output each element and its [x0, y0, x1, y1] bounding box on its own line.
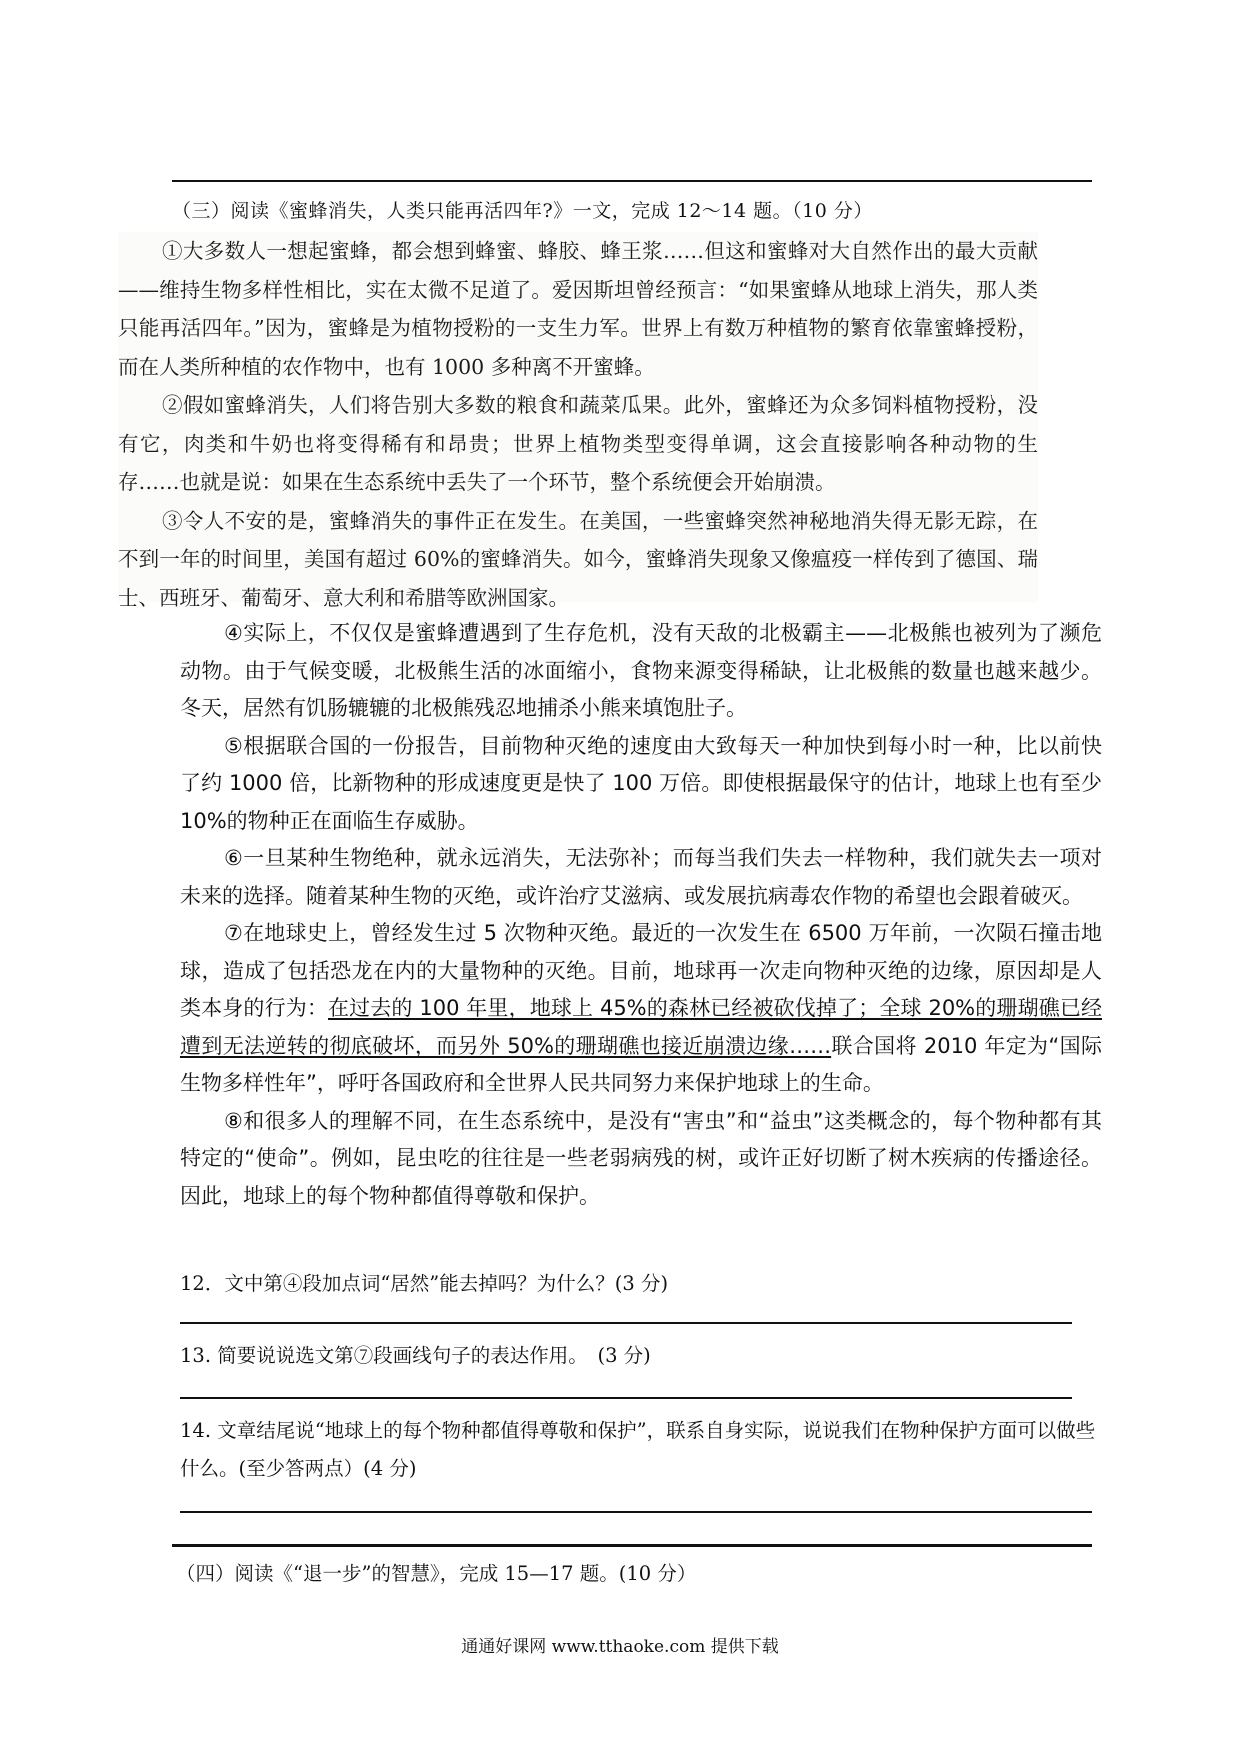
section-divider	[172, 1544, 1092, 1547]
scanned-passage	[118, 232, 1038, 610]
section3-title: （三）阅读《蜜蜂消失，人类只能再活四年?》一文，完成 12～14 题。（10 分）	[172, 200, 873, 222]
paragraph-6: ⑥一旦某种生物绝种，就永远消失，无法弥补；而每当我们失去一样物种，我们就失去一项对未来的选择。随着某种生物的灭绝，或许治疗艾滋病、或发展抗病毒农作物的希望也会跟着破灭。	[180, 846, 1102, 908]
question-14: 14. 文章结尾说“地球上的每个物种都值得尊敬和保护”，联系自身实际，说说我们在物种保护方面可以做些什么。(至少答两点）(4 分)	[180, 1419, 1096, 1480]
top-rule	[172, 180, 1092, 182]
paragraph-3: ③令人不安的是，蜜蜂消失的事件正在发生。在美国，一些蜜蜂突然神秘地消失得无影无踪，在不到一年的时间里，美国有超过 60%的蜜蜂消失。如今，蜜蜂消失现象又像瘟疫一样传到了德国、瑞士、西班牙、葡萄牙、意大利和希腊等欧洲国家。	[118, 508, 1038, 610]
question-13: 13. 简要说说选文第⑦段画线句子的表达作用。 (3 分)	[180, 1344, 651, 1367]
paragraph-2: ②假如蜜蜂消失，人们将告别大多数的粮食和蔬菜瓜果。此外，蜜蜂还为众多饲料植物授粉，没有它，肉类和牛奶也将变得稀有和昂贵；世界上植物类型变得单调，这会直接影响各种动物的生存……也就是说：如果在生态系统中丢失了一个环节，整个系统便会开始崩溃。	[118, 393, 1038, 494]
paragraph-7	[180, 915, 1102, 1103]
paragraph-7-intro: ⑦在地球史上，曾经发生过 5 次物种灭绝。最近的一次发生在 6500 万年前，一次陨石撞击地球，造成了包括恐龙在内的大量物种的灭绝。目前，地球再一次走向物种灭绝的边缘，原因却是人类本身的行为：	[180, 921, 1102, 1020]
answer-line-12[interactable]	[180, 1322, 1072, 1324]
answer-line-13[interactable]	[180, 1397, 1072, 1399]
footer-text: 通通好课网 www.tthaoke.com 提供下载	[461, 1637, 779, 1657]
paragraph-4: ④实际上，不仅仅是蜜蜂遭遇到了生存危机，没有天敌的北极霸主——北极熊也被列为了濒危动物。由于气候变暖，北极熊生活的冰面缩小，食物来源变得稀缺，让北极熊的数量也越来越少。冬天，居然有饥肠辘辘的北极熊残忍地捕杀小熊来填饱肚子。	[180, 621, 1102, 720]
paragraph-8: ⑧和很多人的理解不同，在生态系统中，是没有“害虫”和“益虫”这类概念的，每个物种都有其特定的“使命”。例如，昆虫吃的往往是一些老弱病残的树，或许正好切断了树木疾病的传播途径。因此，地球上的每个物种都值得尊敬和保护。	[180, 1108, 1102, 1208]
underlined-sentence: 在过去的 100 年里，地球上 45%的森林已经被砍伐掉了；全球 20%的珊瑚礁已经遭到无法逆转的彻底破坏，而另外 50%的珊瑚礁也接近崩溃边缘……	[180, 996, 1102, 1058]
paragraph-1: ①大多数人一想起蜜蜂，都会想到蜂蜜、蜂胶、蜂王浆……但这和蜜蜂对大自然作出的最大贡献——维持生物多样性相比，实在太微不足道了。爱因斯坦曾经预言：“如果蜜蜂从地球上消失，那人类只能再活四年。”因为，蜜蜂是为植物授粉的一支生力军。世界上有数万种植物的繁育依靠蜜蜂授粉，而在人类所种植的农作物中，也有 1000 多种离不开蜜蜂。	[118, 239, 1038, 379]
question-12: 12．文中第④段加点词“居然”能去掉吗？为什么？(3 分)	[180, 1272, 669, 1295]
paragraph-7-end: 联合国将 2010 年定为“国际生物多样性年”，呼吁各国政府和全世界人民共同努力来保护地球上的生命。	[180, 1033, 1102, 1095]
section4-title: （四）阅读《“退一步”的智慧》，完成 15—17 题。(10 分）	[176, 1562, 697, 1585]
passage-body	[180, 615, 1102, 1215]
paragraph-5: ⑤根据联合国的一份报告，目前物种灭绝的速度由大致每天一种加快到每小时一种，比以前快了约 1000 倍，比新物种的形成速度更是快了 100 万倍。即使根据最保守的估计，地球上也有至少 10%的物种正在面临生存威胁。	[180, 733, 1102, 833]
answer-line-14[interactable]	[180, 1511, 1092, 1513]
